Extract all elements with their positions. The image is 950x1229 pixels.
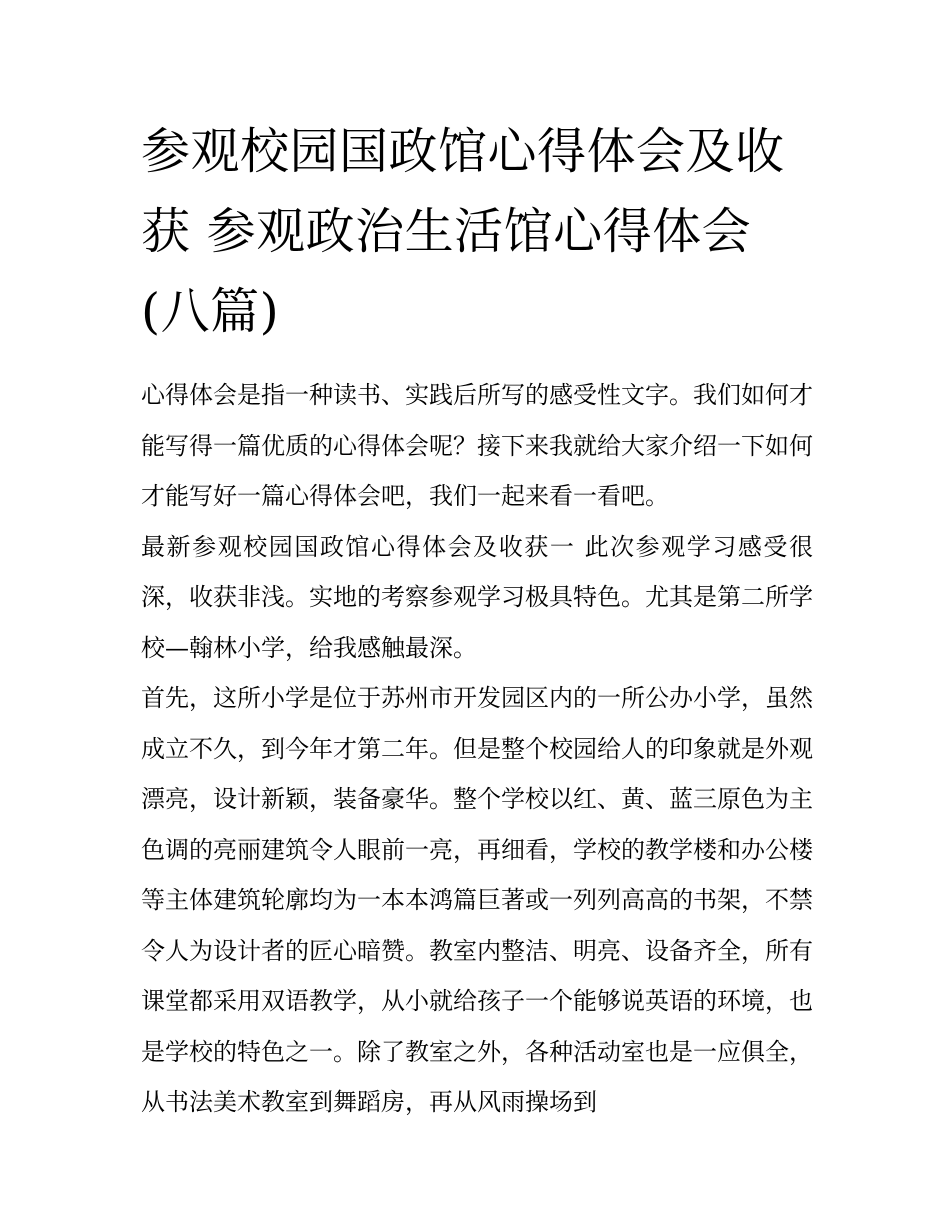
paragraph-list (141, 370, 813, 1128)
paragraph-section-one: 最新参观校园国政馆心得体会及收获一 此次参观学习感受很深，收获非浅。实地的考察参观学习极具特色。尤其是第二所学校—翰林小学，给我感触最深。 (141, 532, 813, 662)
paragraph-first-point: 首先，这所小学是位于苏州市开发园区内的一所公办小学，虽然成立不久，到今年才第二年。但是整个校园给人的印象就是外观漂亮，设计新颖，装备豪华。整个学校以红、黄、蓝三原色为主色调的亮丽建筑令人眼前一亮，再细看，学校的教学楼和办公楼等主体建筑轮廓均为一本本鸿篇巨著或一列列高高的书架，不禁令人为设计者的匠心暗赞。教室内整洁、明亮、设备齐全，所有课堂都采用双语教学，从小就给孩子一个能够说英语的环境，也是学校的特色之一。除了教室之外，各种活动室也是一应俱全，从书法美术教室到舞蹈房，再从风雨操场到 (141, 684, 813, 1116)
document-title: 参观校园国政馆心得体会及收获 参观政治生活馆心得体会(八篇) (141, 123, 785, 340)
document-body (141, 112, 813, 1128)
paragraph-intro: 心得体会是指一种读书、实践后所写的感受性文字。我们如何才能写得一篇优质的心得体会呢？接下来我就给大家介绍一下如何才能写好一篇心得体会吧，我们一起来看一看吧。 (141, 381, 813, 510)
